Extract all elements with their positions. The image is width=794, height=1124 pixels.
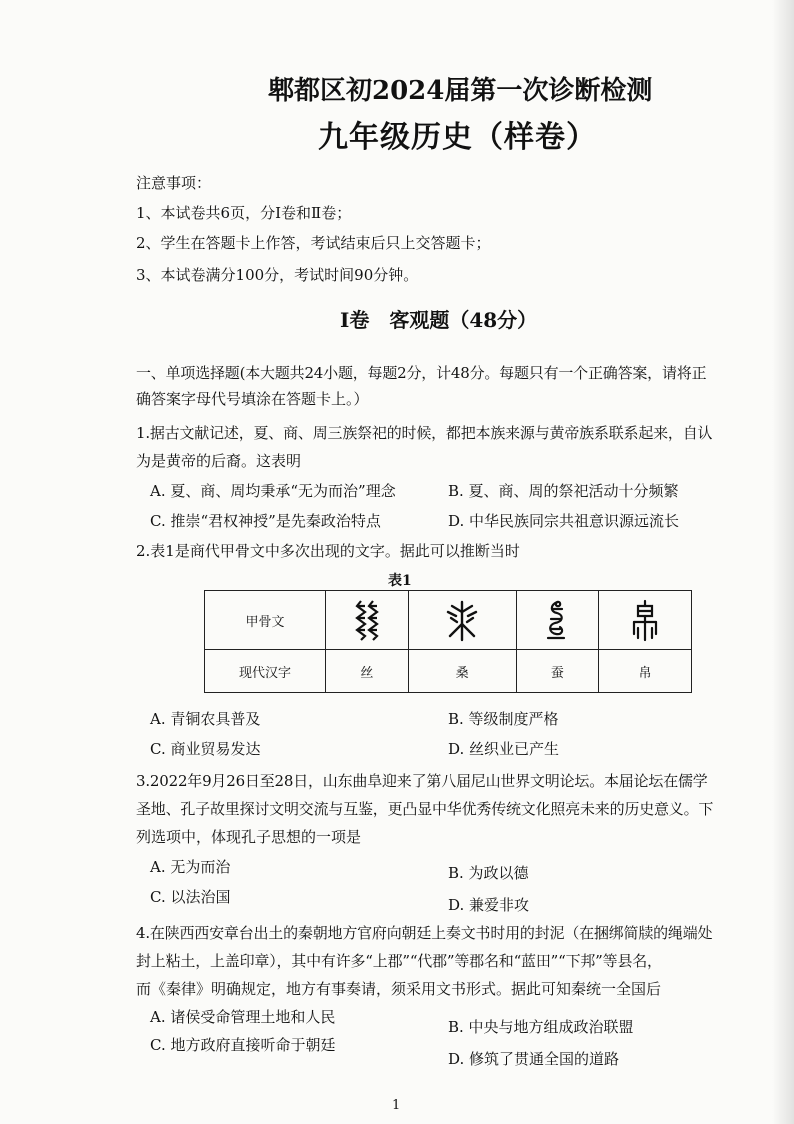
oracle-bo-icon xyxy=(599,591,692,650)
question-1-stem: 1.据古文献记述，夏、商、周三族祭祀的时候，都把本族来源与黄帝族系联系起来，自认 xyxy=(136,424,713,442)
page-number: 1 xyxy=(392,1098,401,1113)
question-1-option-b: B. 夏、商、周的祭祀活动十分频繁 xyxy=(448,482,679,500)
question-1-option-a: A. 夏、商、周均秉承“无为而治”理念 xyxy=(150,482,396,500)
modern-char-cell: 丝 xyxy=(326,650,409,693)
question-3-option-c: C. 以法治国 xyxy=(150,888,231,906)
question-4-option-c: C. 地方政府直接听命于朝廷 xyxy=(150,1036,336,1054)
page-edge-shadow xyxy=(772,0,794,1124)
question-2-stem: 2.表1是商代甲骨文中多次出现的文字。据此可以推断当时 xyxy=(136,542,520,560)
note-item: 2、学生在答题卡上作答，考试结束后只上交答题卡； xyxy=(136,234,491,252)
note-item: 3、本试卷满分100分，考试时间90分钟。 xyxy=(136,266,419,284)
question-1-stem: 为是黄帝的后裔。这表明 xyxy=(136,452,302,470)
question-3-option-b: B. 为政以德 xyxy=(448,864,529,882)
question-3-option-a: A. 无为而治 xyxy=(150,858,231,876)
question-4-stem: 封上粘土，上盖印章），其中有许多“上郡”“代郡”等郡名和“蓝田”“下邦”等县名， xyxy=(136,952,662,970)
question-2-option-b: B. 等级制度严格 xyxy=(448,710,559,728)
table-row-header: 现代汉字 xyxy=(205,650,326,693)
notes-heading: 注意事项： xyxy=(136,174,212,192)
question-3-option-d: D. 兼爱非攻 xyxy=(448,896,530,914)
question-4-option-d: D. 修筑了贯通全国的道路 xyxy=(448,1050,620,1068)
exam-title: 郫都区初2024届第一次诊断检测 xyxy=(268,76,653,106)
section-instruction: 确答案字母代号填涂在答题卡上。） xyxy=(136,390,369,408)
question-1-option-d: D. 中华民族同宗共祖意识源远流长 xyxy=(448,512,680,530)
question-3-stem: 圣地、孔子故里探讨文明交流与互鉴，更凸显中华优秀传统文化照亮未来的历史意义。下 xyxy=(136,800,714,818)
oracle-can-icon xyxy=(516,591,599,650)
question-4-stem: 而《秦律》明确规定，地方有事奏请，须采用文书形式。据此可知秦统一全国后 xyxy=(136,980,662,998)
exam-subtitle: 九年级历史（样卷） xyxy=(318,120,597,155)
section-instruction: 一、单项选择题(本大题共24小题，每题2分，计48分。每题只有一个正确答案，请将正 xyxy=(136,364,707,382)
question-2-option-c: C. 商业贸易发达 xyxy=(150,740,261,758)
modern-char-cell: 帛 xyxy=(599,650,692,693)
oracle-sang-icon xyxy=(408,591,516,650)
question-2-option-d: D. 丝织业已产生 xyxy=(448,740,560,758)
oracle-si-icon xyxy=(326,591,409,650)
question-3-stem: 3.2022年9月26日至28日，山东曲阜迎来了第八届尼山世界文明论坛。本届论坛在儒学 xyxy=(136,772,708,790)
modern-char-cell: 桑 xyxy=(408,650,516,693)
table-row-header: 甲骨文 xyxy=(205,591,326,650)
question-2-option-a: A. 青铜农具普及 xyxy=(150,710,261,728)
table-caption: 表1 xyxy=(388,573,412,589)
question-4-stem: 4.在陕西西安章台出土的秦朝地方官府向朝廷上奏文书时用的封泥（在捆绑简牍的绳端处 xyxy=(136,924,713,942)
section-title: Ⅰ卷 客观题（48分） xyxy=(340,308,538,332)
question-1-option-c: C. 推崇“君权神授”是先秦政治特点 xyxy=(150,512,381,530)
question-4-option-b: B. 中央与地方组成政治联盟 xyxy=(448,1018,634,1036)
question-4-option-a: A. 诸侯受命管理土地和人民 xyxy=(150,1008,336,1026)
note-item: 1、本试卷共6页，分Ⅰ卷和Ⅱ卷； xyxy=(136,204,352,222)
modern-char-cell: 蚕 xyxy=(516,650,599,693)
question-3-stem: 列选项中，体现孔子思想的一项是 xyxy=(136,828,362,846)
oracle-bone-table xyxy=(204,590,692,693)
